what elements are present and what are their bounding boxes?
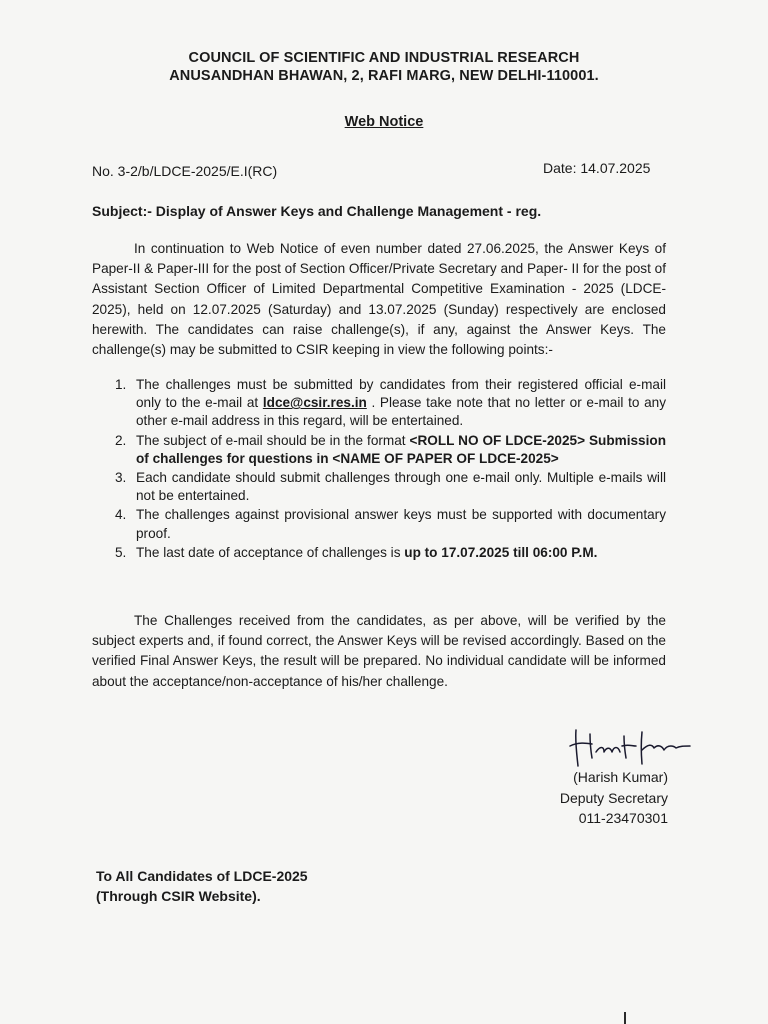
email-link[interactable]: ldce@csir.res.in [262, 395, 367, 411]
handwritten-signature [566, 722, 696, 772]
closing-paragraph-text: The Challenges received from the candidates, as per above, will be verified by the subject experts and, if found correct, the Answer Keys will be revised accordingly. Based on the verified Final Answer Keys, the result will be prepared. No individual candidate will be informed about the acceptance/non-acceptance of his/her challenge. [92, 613, 666, 689]
point-number: 1. [115, 377, 127, 392]
points-list [92, 376, 666, 563]
list-item [92, 376, 666, 431]
addressee-line: To All Candidates of LDCE-2025 [96, 868, 308, 884]
scan-mark [624, 1012, 626, 1024]
point-text: The challenges must be submitted by candidates from their registered official e-mail only to the e-mail at [136, 377, 666, 411]
point-number: 2. [115, 432, 127, 448]
list-item [92, 432, 666, 468]
reference-number: No. 3-2/b/LDCE-2025/E.I(RC) [92, 163, 278, 179]
notice-date: Date: 14.07.2025 [543, 160, 651, 176]
email-subject-format: <ROLL NO OF LDCE-2025> Submission of challenges for questions in <NAME OF PAPER OF LDCE-2025> [136, 432, 666, 466]
list-item [92, 506, 666, 542]
closing-paragraph [92, 611, 666, 692]
org-address: ANUSANDHAN BHAWAN, 2, RAFI MARG, NEW DELHI-110001. [169, 68, 599, 84]
point-text: Each candidate should submit challenges through one e-mail only. Multiple e-mails will not be entertained. [136, 470, 666, 504]
point-number: 4. [115, 507, 127, 523]
deadline: up to 17.07.2025 till 06:00 P.M. [404, 544, 598, 560]
point-number: 5. [115, 544, 127, 560]
addressee-block [96, 866, 308, 906]
org-name: COUNCIL OF SCIENTIFIC AND INDUSTRIAL RESEARCH [188, 50, 580, 66]
list-item [92, 469, 666, 505]
list-item [92, 544, 666, 562]
intro-paragraph-text: In continuation to Web Notice of even number dated 27.06.2025, the Answer Keys of Paper-II & Paper-III for the post of Section Officer/Private Secretary and Paper- II for the post of Assistant Section Officer of Limited Departmental Competitive Examination - 2025 (LDCE-2025), held on 12.07.2025 (Saturday) and 13.07.2025 (Sunday) respectively are enclosed herewith. The candidates can raise challenge(s), if any, against the Answer Keys. The challenge(s) may be submitted to CSIR keeping in view the following points:- [92, 241, 666, 358]
point-number: 3. [115, 470, 127, 486]
point-text: The subject of e-mail should be in the format [136, 432, 410, 448]
notice-title: Web Notice [344, 114, 424, 130]
signatory-name: (Harish Kumar) [573, 769, 668, 785]
point-text: The challenges against provisional answer keys must be supported with documentary proof. [136, 507, 666, 541]
signatory-designation: Deputy Secretary [559, 789, 668, 806]
signatory-phone: 011-23470301 [578, 810, 668, 826]
subject-line: Subject:- Display of Answer Keys and Challenge Management - reg. [92, 203, 542, 219]
point-text: . Please take note that no letter or e-mail to any other e-mail address in this regard, will be entertained. [136, 395, 666, 429]
signatory-block [540, 767, 668, 829]
addressee-line: (Through CSIR Website). [96, 888, 261, 904]
intro-paragraph [92, 239, 666, 360]
point-text: The last date of acceptance of challenges is [136, 544, 405, 560]
